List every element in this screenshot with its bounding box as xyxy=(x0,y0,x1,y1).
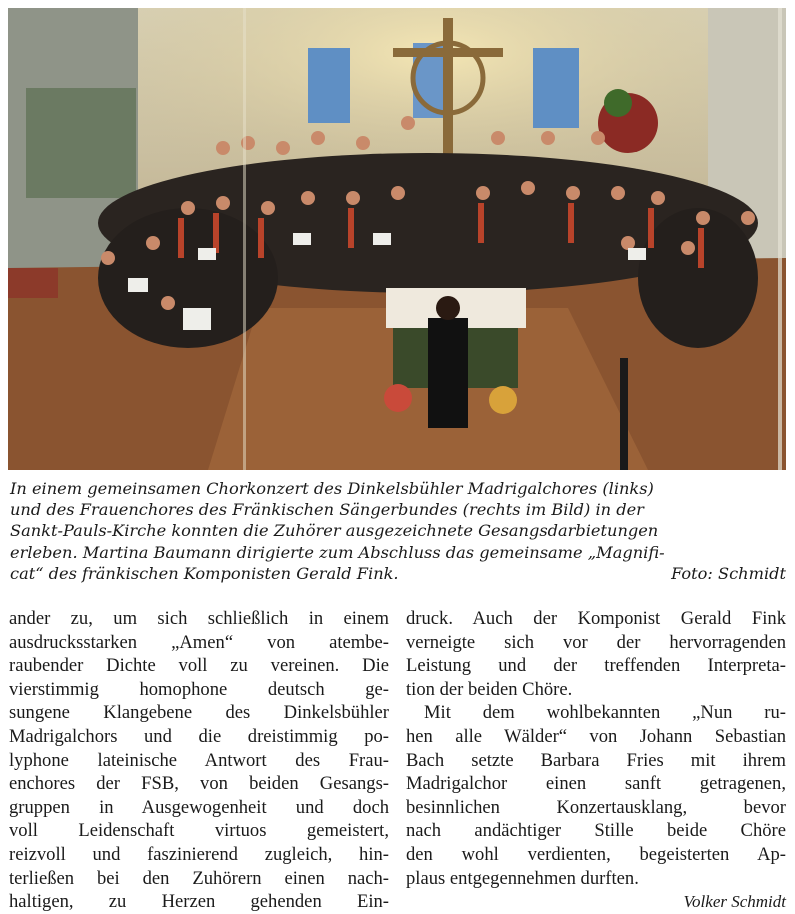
caption-line: Sankt-Pauls-Kirche konnten die Zuhörer ausgezeichnete Gesangsdarbietungen xyxy=(10,521,659,541)
text-line: Madrigalchor einen sanft getragenen, xyxy=(406,773,786,795)
text-line: sungene Klangebene des Dinkelsbühler xyxy=(9,702,389,724)
text-line: besinnlichen Konzertausklang, bevor xyxy=(406,796,786,818)
text-line: enchores der FSB, von beiden Gesangs- xyxy=(9,773,389,795)
author-byline: Volker Schmidt xyxy=(683,892,786,912)
text-line: Mit dem wohlbekannten „Nun ru- xyxy=(424,702,786,724)
caption-line: cat“ des fränkischen Komponisten Gerald Fink. xyxy=(10,563,399,583)
text-line: druck. Auch der Komponist Gerald Fink xyxy=(406,608,786,629)
text-line: reizvoll und faszinierend zugleich, hin- xyxy=(9,843,389,865)
concert-photo xyxy=(8,8,786,470)
text-line: vierstimmig homophone deutsch ge- xyxy=(9,678,389,700)
caption-line: und des Frauenchores des Fränkischen Sängerbundes (rechts im Bild) in der xyxy=(10,500,644,520)
photo-credit: Foto: Schmidt xyxy=(671,563,786,583)
text-line: nach andächtiger Stille beide Chöre xyxy=(406,820,786,842)
text-line: plaus entgegennehmen durften. xyxy=(406,867,639,889)
text-line: gruppen in Ausgewogenheit und doch xyxy=(9,796,389,818)
text-line: verneigte sich vor der hervorragenden xyxy=(406,631,786,653)
text-line: raubender Dichte voll zu vereinen. Die xyxy=(9,655,389,677)
caption-line: erleben. Martina Baumann dirigierte zum Abschluss das gemeinsame „Magnifi- xyxy=(10,542,665,562)
text-line: haltigen, zu Herzen gehenden Ein- xyxy=(9,891,389,913)
text-line: ausdrucksstarken „Amen“ von atembe- xyxy=(9,631,389,653)
text-line: terließen bei den Zuhörern einen nach- xyxy=(9,867,389,889)
caption-line: In einem gemeinsamen Chorkonzert des Dinkelsbühler Madrigalchores (links) xyxy=(10,479,654,498)
text-line: voll Leidenschaft virtuos gemeistert, xyxy=(9,820,389,842)
text-line: den wohl verdienten, begeisterten Ap- xyxy=(406,843,786,865)
text-line: hen alle Wälder“ von Johann Sebastian xyxy=(406,725,786,747)
article-column-left xyxy=(9,607,389,914)
text-line: Madrigalchors und die dreistimmig po- xyxy=(9,725,389,747)
text-line: ander zu, um sich schließlich in einem xyxy=(9,608,389,629)
text-line: Leistung und der treffenden Interpreta- xyxy=(406,655,786,677)
text-line: lyphone lateinische Antwort des Frau- xyxy=(9,749,389,771)
text-line: tion der beiden Chöre. xyxy=(406,678,573,700)
article-column-right xyxy=(406,607,786,914)
photo-caption xyxy=(10,478,786,584)
text-line: Bach setzte Barbara Fries mit ihrem xyxy=(406,749,786,771)
